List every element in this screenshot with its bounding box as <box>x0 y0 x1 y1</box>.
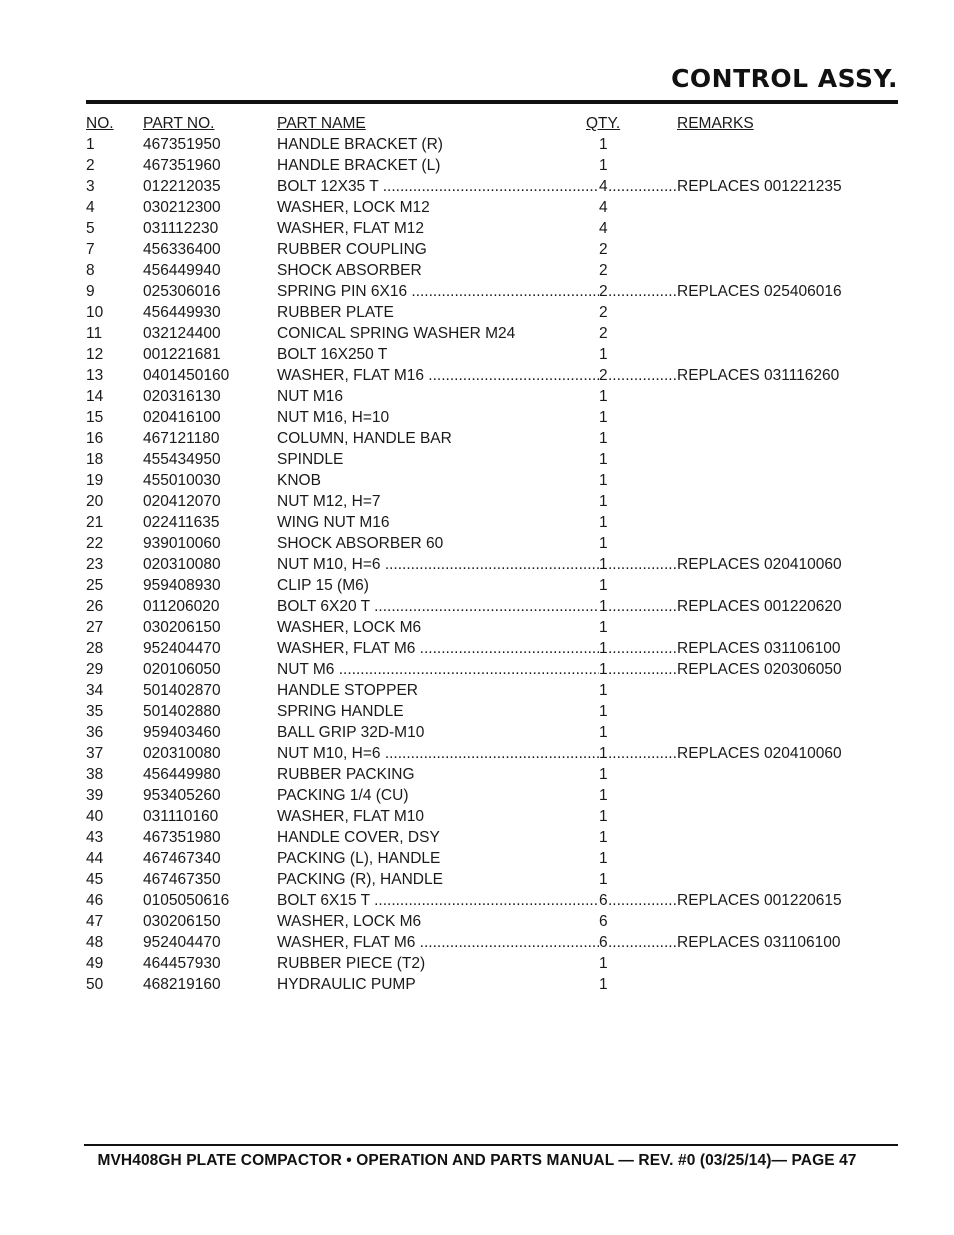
row-qty: 1 <box>599 514 608 531</box>
row-no: 26 <box>86 598 104 615</box>
row-part-name: WASHER, FLAT M6 ..... <box>277 638 599 659</box>
row-part-name: SPINDLE <box>277 451 344 468</box>
table-row <box>86 449 866 470</box>
table-row <box>86 848 866 869</box>
row-part-name: KNOB <box>277 472 321 489</box>
row-part-name: SPRING PIN 6X16 ..... <box>277 281 599 302</box>
row-remarks: REPLACES 031106100 <box>677 934 841 951</box>
row-part-no: 456336400 <box>143 241 221 258</box>
row-part-name: BOLT 12X35 T ..... <box>277 176 599 197</box>
dot-leader <box>608 932 677 953</box>
table-row <box>86 701 866 722</box>
table-row <box>86 785 866 806</box>
row-part-name: SHOCK ABSORBER 60 <box>277 535 444 552</box>
row-no: 21 <box>86 514 104 531</box>
row-part-no: 020106050 <box>143 661 221 678</box>
row-part-name: WING NUT M16 <box>277 514 390 531</box>
row-part-no: 022411635 <box>143 514 220 531</box>
table-row <box>86 281 866 302</box>
row-part-no: 020412070 <box>143 493 221 510</box>
row-part-no: 001221681 <box>143 346 221 363</box>
table-row <box>86 470 866 491</box>
row-part-no: 012212035 <box>143 178 221 195</box>
row-part-no: 031110160 <box>143 808 219 825</box>
row-qty: 1 <box>599 136 608 153</box>
row-part-no: 952404470 <box>143 934 221 951</box>
row-part-no: 959408930 <box>143 577 221 594</box>
page-footer: MVH408GH PLATE COMPACTOR • OPERATION AND PARTS MANUAL — REV. #0 (03/25/14)— PAGE 47 <box>97 1152 857 1169</box>
table-row <box>86 323 866 344</box>
row-part-no: 953405260 <box>143 787 221 804</box>
row-qty: 1 <box>599 745 608 762</box>
dot-leader <box>608 596 677 617</box>
row-qty: 2 <box>599 283 608 300</box>
table-row <box>86 806 866 827</box>
row-qty: 1 <box>599 598 608 615</box>
row-part-name: SHOCK ABSORBER <box>277 262 422 279</box>
table-row <box>86 638 866 659</box>
row-no: 8 <box>86 262 95 279</box>
table-row <box>86 239 866 260</box>
row-no: 3 <box>86 178 95 195</box>
row-qty: 1 <box>599 976 608 993</box>
dot-leader <box>608 365 677 386</box>
row-part-no: 0401450160 <box>143 367 230 384</box>
row-part-no: 952404470 <box>143 640 221 657</box>
header-no: NO. <box>86 115 114 132</box>
row-no: 39 <box>86 787 104 804</box>
row-qty: 1 <box>599 724 608 741</box>
header-part-name: PART NAME <box>277 115 366 132</box>
row-qty: 2 <box>599 325 608 342</box>
row-no: 34 <box>86 682 104 699</box>
table-row <box>86 344 866 365</box>
row-remarks: REPLACES 001221235 <box>677 178 842 195</box>
row-part-name: WASHER, FLAT M12 <box>277 220 424 237</box>
row-remarks: REPLACES 031106100 <box>677 640 841 657</box>
row-remarks: REPLACES 020410060 <box>677 556 842 573</box>
row-part-no: 032124400 <box>143 325 221 342</box>
table-row <box>86 932 866 953</box>
row-part-name: BOLT 6X20 T ..... <box>277 596 599 617</box>
row-qty: 1 <box>599 850 608 867</box>
row-no: 1 <box>86 136 95 153</box>
row-remarks: REPLACES 001220615 <box>677 892 842 909</box>
row-qty: 1 <box>599 619 608 636</box>
row-part-name: SPRING HANDLE <box>277 703 404 720</box>
row-remarks: REPLACES 025406016 <box>677 283 842 300</box>
row-part-name: HYDRAULIC PUMP <box>277 976 416 993</box>
row-qty: 1 <box>599 766 608 783</box>
row-remarks: REPLACES 031116260 <box>677 367 840 384</box>
row-part-name: RUBBER PLATE <box>277 304 394 321</box>
row-qty: 1 <box>599 556 608 573</box>
row-part-no: 456449930 <box>143 304 221 321</box>
row-part-no: 030206150 <box>143 913 221 930</box>
table-row <box>86 974 866 995</box>
header-part-no: PART NO. <box>143 115 215 132</box>
row-part-no: 020310080 <box>143 556 221 573</box>
table-header-row <box>86 113 866 134</box>
dot-leader <box>608 890 677 911</box>
row-no: 10 <box>86 304 104 321</box>
row-no: 38 <box>86 766 104 783</box>
dot-leader <box>608 554 677 575</box>
row-no: 25 <box>86 577 104 594</box>
page-title: CONTROL ASSY. <box>671 64 898 93</box>
table-row <box>86 428 866 449</box>
row-remarks: REPLACES 020410060 <box>677 745 842 762</box>
row-no: 19 <box>86 472 104 489</box>
row-part-name: NUT M12, H=7 <box>277 493 381 510</box>
row-qty: 1 <box>599 703 608 720</box>
row-part-no: 467467350 <box>143 871 221 888</box>
row-part-name: RUBBER PACKING <box>277 766 415 783</box>
row-part-name: RUBBER COUPLING <box>277 241 427 258</box>
dot-leader <box>608 743 677 764</box>
table-row <box>86 386 866 407</box>
table-row <box>86 617 866 638</box>
row-no: 36 <box>86 724 104 741</box>
table-row <box>86 953 866 974</box>
row-part-name: CONICAL SPRING WASHER M24 <box>277 325 516 342</box>
table-row <box>86 575 866 596</box>
row-no: 18 <box>86 451 104 468</box>
row-no: 13 <box>86 367 104 384</box>
row-part-name: HANDLE STOPPER <box>277 682 418 699</box>
row-no: 48 <box>86 934 104 951</box>
row-part-no: 456449980 <box>143 766 221 783</box>
row-qty: 1 <box>599 640 608 657</box>
row-no: 15 <box>86 409 104 426</box>
row-qty: 1 <box>599 955 608 972</box>
row-qty: 6 <box>599 892 608 909</box>
row-part-name: BOLT 6X15 T ..... <box>277 890 599 911</box>
row-part-no: 464457930 <box>143 955 221 972</box>
row-qty: 6 <box>599 934 608 951</box>
row-remarks: REPLACES 001220620 <box>677 598 842 615</box>
row-part-no: 030206150 <box>143 619 221 636</box>
row-qty: 1 <box>599 871 608 888</box>
row-part-name: RUBBER PIECE (T2) <box>277 955 426 972</box>
row-qty: 1 <box>599 808 608 825</box>
row-qty: 1 <box>599 472 608 489</box>
row-qty: 1 <box>599 787 608 804</box>
row-qty: 4 <box>599 220 608 237</box>
row-part-name: HANDLE BRACKET (R) <box>277 136 443 153</box>
row-part-name: HANDLE BRACKET (L) <box>277 157 441 174</box>
row-part-no: 468219160 <box>143 976 221 993</box>
row-remarks: REPLACES 020306050 <box>677 661 842 678</box>
row-no: 7 <box>86 241 95 258</box>
table-row <box>86 869 866 890</box>
row-part-name: BALL GRIP 32D-M10 <box>277 724 425 741</box>
table-row <box>86 407 866 428</box>
title-divider <box>86 100 898 104</box>
table-row <box>86 260 866 281</box>
row-qty: 1 <box>599 493 608 510</box>
table-row <box>86 491 866 512</box>
row-part-no: 0105050616 <box>143 892 230 909</box>
row-qty: 1 <box>599 451 608 468</box>
row-part-no: 455010030 <box>143 472 221 489</box>
row-part-no: 031112230 <box>143 220 219 237</box>
row-part-no: 020416100 <box>143 409 221 426</box>
row-part-no: 020316130 <box>143 388 221 405</box>
row-part-no: 467121180 <box>143 430 220 447</box>
row-qty: 1 <box>599 157 608 174</box>
row-no: 23 <box>86 556 104 573</box>
row-part-no: 030212300 <box>143 199 221 216</box>
row-part-name: WASHER, FLAT M16 ..... <box>277 365 599 386</box>
dot-leader <box>608 176 677 197</box>
row-no: 5 <box>86 220 95 237</box>
row-qty: 1 <box>599 829 608 846</box>
row-no: 45 <box>86 871 104 888</box>
row-no: 22 <box>86 535 104 552</box>
row-part-no: 456449940 <box>143 262 221 279</box>
row-qty: 2 <box>599 241 608 258</box>
row-qty: 6 <box>599 913 608 930</box>
table-row <box>86 722 866 743</box>
row-part-no: 939010060 <box>143 535 221 552</box>
dot-leader <box>608 281 677 302</box>
table-row <box>86 176 866 197</box>
row-part-no: 020310080 <box>143 745 221 762</box>
row-qty: 4 <box>599 199 608 216</box>
table-row <box>86 365 866 386</box>
table-row <box>86 218 866 239</box>
row-part-name: WASHER, LOCK M6 <box>277 619 422 636</box>
row-qty: 1 <box>599 430 608 447</box>
row-part-no: 455434950 <box>143 451 221 468</box>
row-part-name: WASHER, FLAT M6 ..... <box>277 932 599 953</box>
row-no: 40 <box>86 808 104 825</box>
table-row <box>86 764 866 785</box>
row-no: 16 <box>86 430 104 447</box>
row-part-no: 467351980 <box>143 829 221 846</box>
row-part-name: NUT M10, H=6 ..... <box>277 554 599 575</box>
row-no: 50 <box>86 976 104 993</box>
row-no: 4 <box>86 199 95 216</box>
table-row <box>86 155 866 176</box>
row-qty: 2 <box>599 367 608 384</box>
row-no: 46 <box>86 892 104 909</box>
row-part-name: WASHER, LOCK M6 <box>277 913 422 930</box>
row-qty: 1 <box>599 346 608 363</box>
table-row <box>86 596 866 617</box>
dot-leader <box>608 638 677 659</box>
row-part-no: 025306016 <box>143 283 221 300</box>
table-row <box>86 659 866 680</box>
row-part-no: 467351950 <box>143 136 221 153</box>
row-part-name: CLIP 15 (M6) <box>277 577 369 594</box>
row-no: 44 <box>86 850 104 867</box>
row-no: 12 <box>86 346 104 363</box>
row-no: 35 <box>86 703 104 720</box>
row-part-name: PACKING (L), HANDLE <box>277 850 441 867</box>
row-no: 27 <box>86 619 104 636</box>
row-qty: 1 <box>599 661 608 678</box>
row-part-name: BOLT 16X250 T <box>277 346 388 363</box>
row-qty: 2 <box>599 304 608 321</box>
row-qty: 4 <box>599 178 608 195</box>
row-no: 29 <box>86 661 104 678</box>
row-part-name: NUT M16, H=10 <box>277 409 390 426</box>
row-no: 11 <box>86 325 103 342</box>
row-qty: 2 <box>599 262 608 279</box>
row-no: 49 <box>86 955 104 972</box>
table-row <box>86 302 866 323</box>
table-row <box>86 680 866 701</box>
header-remarks: REMARKS <box>677 115 754 132</box>
row-no: 2 <box>86 157 95 174</box>
row-qty: 1 <box>599 388 608 405</box>
row-part-no: 501402870 <box>143 682 221 699</box>
row-qty: 1 <box>599 535 608 552</box>
row-part-no: 011206020 <box>143 598 220 615</box>
row-part-name: WASHER, FLAT M10 <box>277 808 424 825</box>
row-part-name: NUT M16 <box>277 388 344 405</box>
table-row <box>86 197 866 218</box>
row-part-name: NUT M10, H=6 ..... <box>277 743 599 764</box>
row-no: 20 <box>86 493 104 510</box>
row-no: 43 <box>86 829 104 846</box>
row-part-name: PACKING 1/4 (CU) <box>277 787 409 804</box>
table-row <box>86 554 866 575</box>
footer-divider <box>84 1144 898 1146</box>
row-no: 9 <box>86 283 95 300</box>
row-part-name: WASHER, LOCK M12 <box>277 199 430 216</box>
row-no: 37 <box>86 745 104 762</box>
row-part-name: PACKING (R), HANDLE <box>277 871 443 888</box>
row-qty: 1 <box>599 682 608 699</box>
table-row <box>86 827 866 848</box>
row-part-no: 959403460 <box>143 724 221 741</box>
row-part-no: 501402880 <box>143 703 221 720</box>
table-row <box>86 890 866 911</box>
table-row <box>86 134 866 155</box>
table-row <box>86 512 866 533</box>
table-body <box>86 134 866 995</box>
row-qty: 1 <box>599 409 608 426</box>
table-row <box>86 743 866 764</box>
row-part-no: 467467340 <box>143 850 221 867</box>
row-part-name: NUT M6 ..... <box>277 659 599 680</box>
row-no: 14 <box>86 388 104 405</box>
row-no: 47 <box>86 913 104 930</box>
row-no: 28 <box>86 640 104 657</box>
row-part-no: 467351960 <box>143 157 221 174</box>
parts-table <box>86 113 866 995</box>
table-row <box>86 533 866 554</box>
row-part-name: HANDLE COVER, DSY <box>277 829 440 846</box>
row-part-name: COLUMN, HANDLE BAR <box>277 430 452 447</box>
row-qty: 1 <box>599 577 608 594</box>
header-qty: QTY. <box>586 115 621 132</box>
dot-leader <box>608 659 677 680</box>
table-row <box>86 911 866 932</box>
